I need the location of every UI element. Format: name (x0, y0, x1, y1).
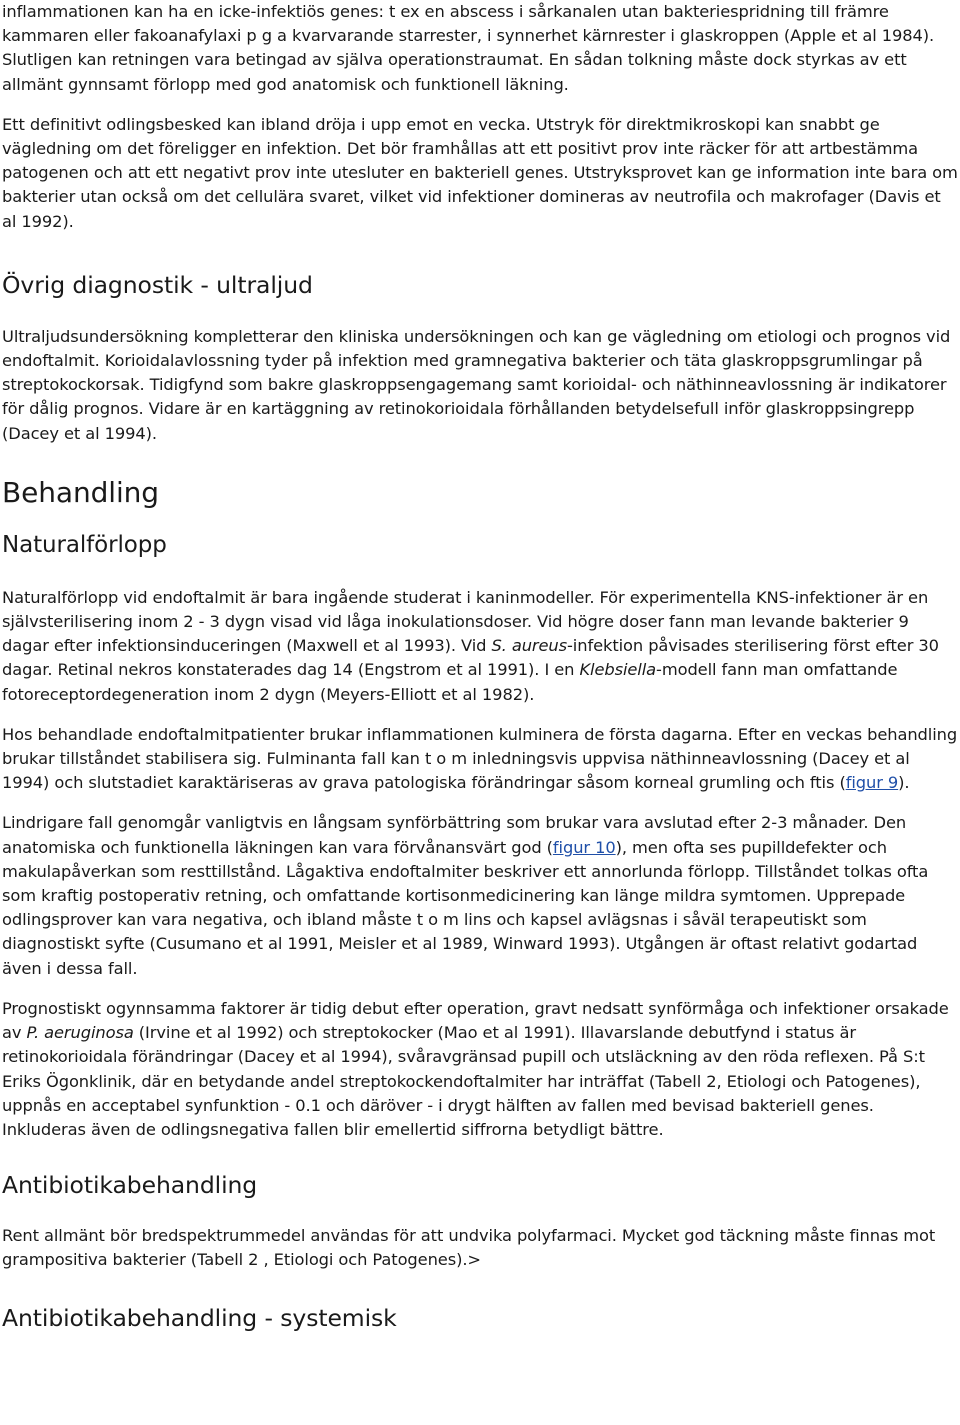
italic-species-s-aureus: S. aureus (491, 636, 568, 656)
text-segment: Hos behandlade endoftalmitpatienter brukar inflammationen kulminera de första dagarna. Efter en veckas behandling brukar tillståndet stabilisera sig. Fulminanta fall kan t o m inledningsvis uppvisa näthinneavlossning (Dacey et al 1994) och slutstadiet karaktäriseras av grava patologiska förändringar såsom korneal grumling och ftis ( (2, 724, 958, 793)
text-segment: (Irvine et al 1992) och streptokocker (Mao et al 1991). Illavarslande debutfynd i status är retinokorioidala förändringar (Dacey et al 1994), svåravgränsad pupill och utsläckning av den röda reflexen. På S:t Eriks Ögonklinik, där en betydande andel streptokockendoftalmiter har inträffat (Tabell 2, Etiologi och Patogenes), uppnås en acceptabel synfunktion - 0.1 och däröver - i drygt hälften av fallen med bevisad bakteriell genes. Inkluderas även de odlingsnegativa fallen blir emellertid siffrorna betydligt bättre. (2, 1023, 925, 1139)
text-segment: ). (898, 773, 910, 793)
text-segment: -modell fann man omfattande fotoreceptordegeneration inom 2 dygn (Meyers-Elliott et al 1982). (2, 660, 898, 704)
paragraph-infection-genesis: inflammationen kan ha en icke-infektiös genes: t ex en abscess i sårkanalen utan bakteriespridning till främre kammaren eller fakoanafylaxi p g a kvarvarande starrester, i synnerhet kärnrester i glaskroppen (Apple et al 1984). Slutligen kan retningen vara betingad av själva operationstraumat. En sådan tolkning måste dock styrkas av ett allmänt gynnsamt förlopp med god anatomisk och funktionell läkning. (2, 2, 935, 94)
text-segment: Lindrigare fall genomgår vanligtvis en långsam synförbättring som brukar vara avslutad efter 2-3 månader. Den anatomiska och funktionella läkningen kan vara förvånansvärt god ( (2, 813, 907, 857)
heading-antibiotikabehandling-systemisk: Antibiotikabehandling - systemisk (2, 1303, 397, 1332)
paragraph-natural-course (2, 586, 960, 707)
heading-diagnostik-ultraljud: Övrig diagnostik - ultraljud (2, 270, 313, 299)
heading-naturalforlopp: Naturalförlopp (2, 531, 167, 558)
text-segment: Prognostiskt ogynnsamma faktorer är tidig debut efter operation, gravt nedsatt synförmåga och infektioner orsakade av (2, 998, 949, 1043)
paragraph-milder-cases (2, 811, 960, 980)
paragraph-culture-result: Ett definitivt odlingsbesked kan ibland dröja i upp emot en vecka. Utstryk för direktmikroskopi kan snabbt ge vägledning om det föreligger en infektion. Det bör framhållas att ett positivt prov inte räcker för att artbestämma patogenen och att ett negativt prov inte utesluter en bakteriell genes. Utstryksprovet kan ge information inte bara om bakterier utan också om det cellulära svaret, vilket vid infektioner domineras av neutrofila och makrofager (Davis et al 1992). (2, 114, 958, 231)
link-figur-10[interactable]: figur 10 (552, 837, 616, 857)
paragraph-antibiotics-general: Rent allmänt bör bredspektrummedel användas för att undvika polyfarmaci. Mycket god täckning måste finnas mot grampositiva bakterier (Tabell 2 , Etiologi och Patogenes).> (2, 1226, 936, 1270)
italic-species-p-aeruginosa: P. aeruginosa (26, 1023, 134, 1043)
text-segment: Naturalförlopp vid endoftalmit är bara ingående studerat i kaninmodeller. För experimentella KNS-infektioner är en självsterilisering inom 2 - 3 dygn visad vid låga inokulationsdoser. Vid högre doser fann man levande bakterier 9 dagar efter infektionsinduceringen (Maxwell et al 1993). Vid (2, 587, 929, 656)
heading-behandling: Behandling (2, 475, 159, 509)
paragraph-ultrasound: Ultraljudsundersökning kompletterar den kliniska undersökningen och kan ge vägledning om etiologi och prognos vid endoftalmit. Korioidalavlossning tyder på infektion med gramnegativa bakterier och täta glaskroppsgrumlingar på streptokockorsak. Tidigfynd som bakre glaskroppsengagemang samt korioidal- och näthinneavlossning är indikatorer för dålig prognos. Vidare är en kartäggning av retinokorioidala förhållanden betydelsefull inför glaskroppsingrepp (Dacey et al 1994). (2, 326, 951, 443)
italic-species-klebsiella: Klebsiella (579, 660, 657, 680)
heading-antibiotikabehandling: Antibiotikabehandling (2, 1171, 258, 1200)
text-segment: ), men ofta ses pupilldefekter och makulapåverkan som resttillstånd. Lågaktiva endoftalmiter beskriver ett annorlunda förlopp. Tillståndet tolkas ofta som kraftig postoperativ retning, och omfattande kortisonmedicinering kan länge mildra symtomen. Upprepade odlingsprover kan vara negativa, och ibland måste t o m lins och kapsel avlägsnas i såväl terapeutiskt som diagnostiskt syfte (Cusumano et al 1991, Meisler et al 1989, Winward 1993). Utgången är oftast relativt godartad även i dessa fall. (2, 837, 929, 978)
paragraph-treated-patients (2, 723, 960, 796)
text-segment: -infektion påvisades sterilisering först efter 30 dagar. Retinal nekros konstaterades dag 14 (Engstrom et al 1991). I en (2, 636, 939, 680)
paragraph-prognosis (2, 997, 960, 1142)
link-figur-9[interactable]: figur 9 (845, 773, 899, 793)
